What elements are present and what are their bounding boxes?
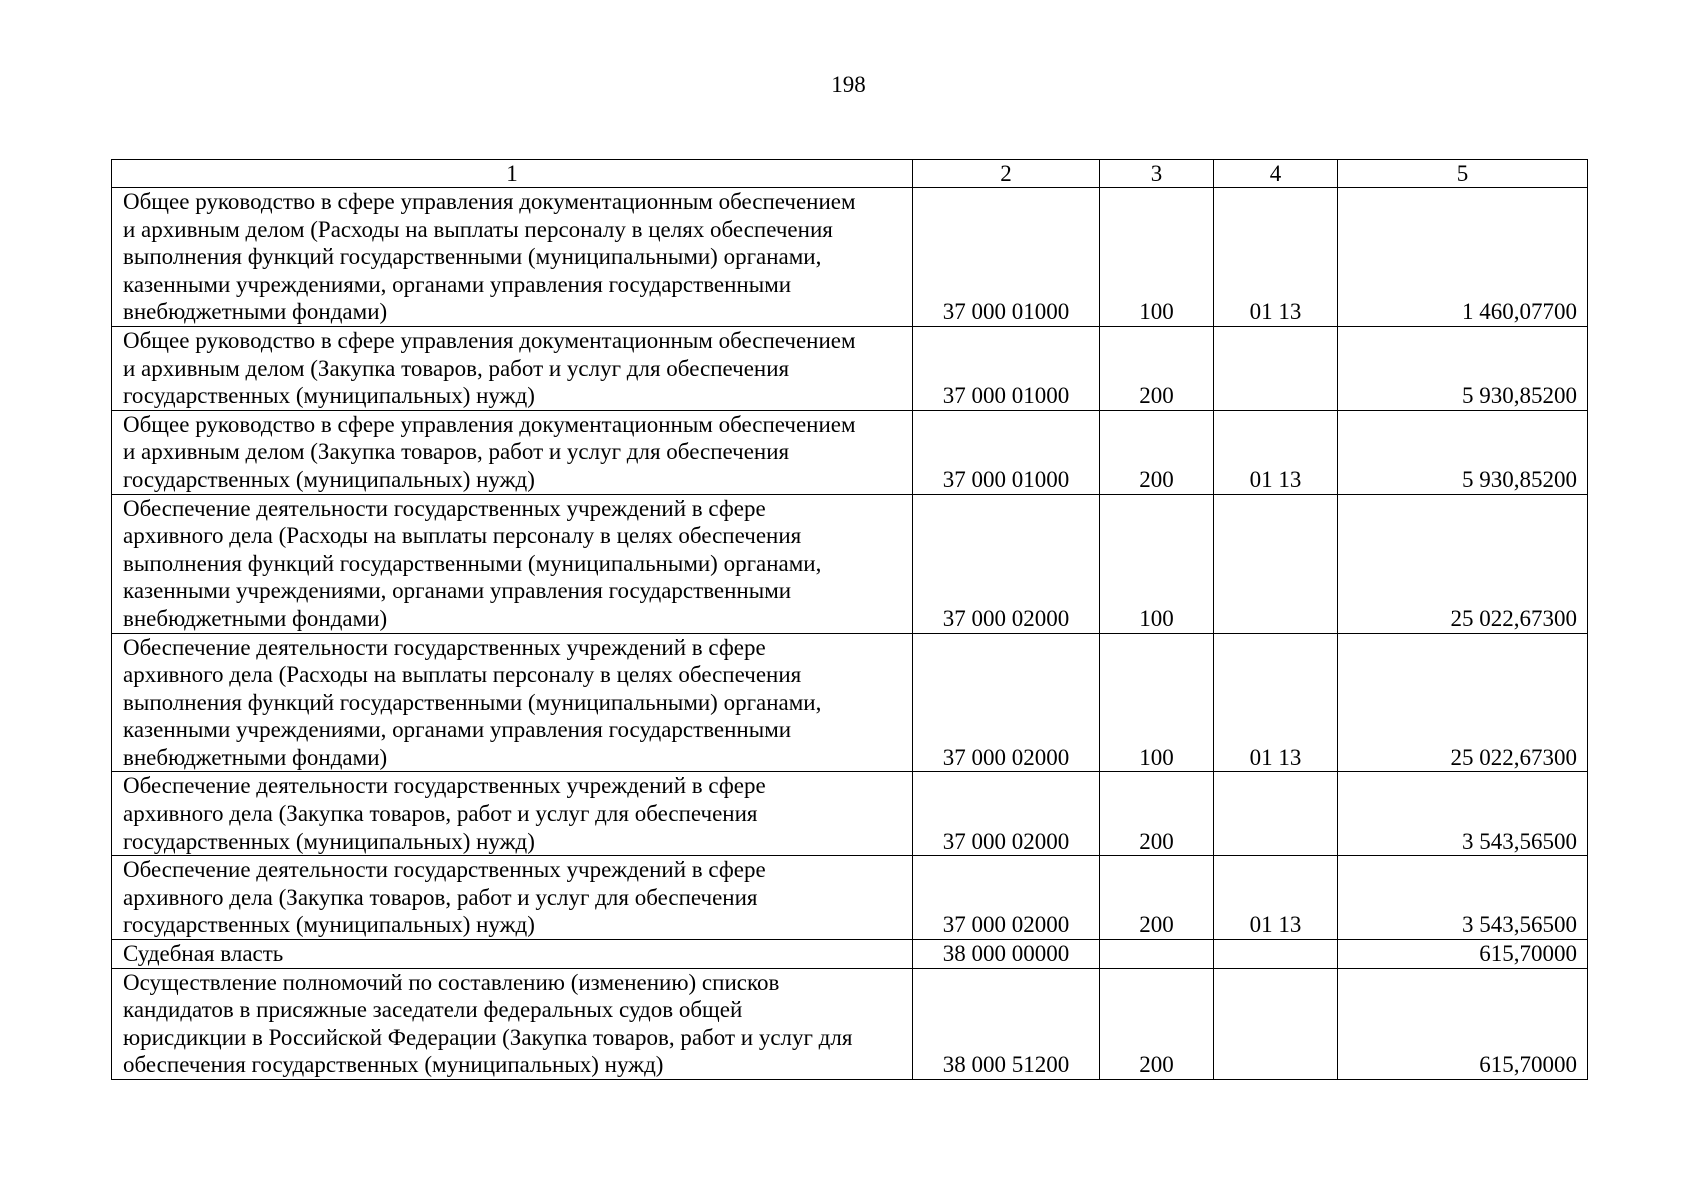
expense-name-line: государственных (муниципальных) нужд) <box>123 912 535 938</box>
target-article-code-cell: 37 000 02000 <box>913 772 1100 856</box>
table-row <box>112 968 1588 1079</box>
table-body <box>112 188 1588 1080</box>
section-subsection-cell <box>1214 968 1338 1079</box>
expense-name-cell <box>112 633 913 772</box>
target-article-code-cell: 37 000 02000 <box>913 494 1100 633</box>
column-header-4: 4 <box>1214 160 1338 188</box>
expense-name-line: и архивным делом (Закупка товаров, работ и услуг для обеспечения <box>123 439 790 465</box>
expense-name-line: Обеспечение деятельности государственных учреждений в сфере <box>123 495 766 521</box>
amount-cell: 1 460,07700 <box>1338 188 1588 327</box>
amount-cell: 25 022,67300 <box>1338 494 1588 633</box>
expense-name-cell <box>112 410 913 494</box>
expense-name-cell <box>112 188 913 327</box>
target-article-code-cell: 37 000 02000 <box>913 633 1100 772</box>
table-row <box>112 856 1588 940</box>
expense-name-line: государственных (муниципальных) нужд) <box>123 466 535 492</box>
expense-name-line: Общее руководство в сфере управления документационным обеспечением <box>123 327 856 353</box>
target-article-code-cell: 38 000 51200 <box>913 968 1100 1079</box>
expense-name-line: Общее руководство в сфере управления документационным обеспечением <box>123 411 856 437</box>
expense-type-cell: 200 <box>1100 410 1214 494</box>
amount-cell: 615,70000 <box>1338 940 1588 969</box>
table-row <box>112 494 1588 633</box>
expense-name-line: казенными учреждениями, органами управления государственными <box>123 578 792 604</box>
expense-name-cell <box>112 968 913 1079</box>
section-subsection-cell <box>1214 494 1338 633</box>
expense-name-cell <box>112 494 913 633</box>
target-article-code-cell: 37 000 01000 <box>913 410 1100 494</box>
expense-type-cell: 200 <box>1100 326 1214 410</box>
expense-name-line: обеспечения государственных (муниципальных) нужд) <box>123 1052 664 1078</box>
expense-name-line: юрисдикции в Российской Федерации (Закупка товаров, работ и услуг для <box>123 1024 853 1050</box>
column-header-3: 3 <box>1100 160 1214 188</box>
table-row <box>112 633 1588 772</box>
expense-name-line: Обеспечение деятельности государственных учреждений в сфере <box>123 773 766 799</box>
table-row <box>112 410 1588 494</box>
expense-name-line: государственных (муниципальных) нужд) <box>123 828 535 854</box>
expense-name-line: внебюджетными фондами) <box>123 605 388 631</box>
target-article-code-cell: 38 000 00000 <box>913 940 1100 969</box>
expense-name-cell <box>112 326 913 410</box>
expense-name-line: Осуществление полномочий по составлению (изменению) списков <box>123 969 780 995</box>
expense-type-cell: 100 <box>1100 633 1214 772</box>
expense-name-line: казенными учреждениями, органами управления государственными <box>123 717 792 743</box>
expense-name-line: Обеспечение деятельности государственных учреждений в сфере <box>123 634 766 660</box>
expense-name-line: Общее руководство в сфере управления документационным обеспечением <box>123 189 856 214</box>
expense-type-cell <box>1100 940 1214 969</box>
target-article-code-cell: 37 000 01000 <box>913 188 1100 327</box>
expense-type-cell: 200 <box>1100 772 1214 856</box>
table-row <box>112 772 1588 856</box>
expense-name-line: архивного дела (Расходы на выплаты персоналу в целях обеспечения <box>123 523 802 549</box>
column-header-5: 5 <box>1338 160 1588 188</box>
expense-name-line: и архивным делом (Расходы на выплаты персоналу в целях обеспечения <box>123 216 833 242</box>
amount-cell: 3 543,56500 <box>1338 856 1588 940</box>
amount-cell: 25 022,67300 <box>1338 633 1588 772</box>
expense-name-line: выполнения функций государственными (муниципальными) органами, <box>123 550 822 576</box>
section-subsection-cell: 01 13 <box>1214 410 1338 494</box>
section-subsection-cell <box>1214 772 1338 856</box>
expense-name-line: архивного дела (Закупка товаров, работ и услуг для обеспечения <box>123 801 758 827</box>
section-subsection-cell: 01 13 <box>1214 188 1338 327</box>
expense-name-line: архивного дела (Расходы на выплаты персоналу в целях обеспечения <box>123 662 802 688</box>
expense-name-line: и архивным делом (Закупка товаров, работ и услуг для обеспечения <box>123 355 790 381</box>
target-article-code-cell: 37 000 01000 <box>913 326 1100 410</box>
section-subsection-cell: 01 13 <box>1214 633 1338 772</box>
expense-name-cell <box>112 856 913 940</box>
expense-name-line: архивного дела (Закупка товаров, работ и услуг для обеспечения <box>123 884 758 910</box>
expense-name-line: Обеспечение деятельности государственных учреждений в сфере <box>123 857 766 883</box>
column-header-1: 1 <box>112 160 913 188</box>
expense-name-line: государственных (муниципальных) нужд) <box>123 383 535 409</box>
budget-table <box>111 159 1588 1080</box>
table-row <box>112 940 1588 969</box>
column-header-2: 2 <box>913 160 1100 188</box>
page-number: 198 <box>831 72 866 97</box>
expense-name-line: кандидатов в присяжные заседатели федеральных судов общей <box>123 997 743 1023</box>
expense-type-cell: 100 <box>1100 494 1214 633</box>
section-subsection-cell <box>1214 940 1338 969</box>
expense-name-line: выполнения функций государственными (муниципальными) органами, <box>123 689 822 715</box>
amount-cell: 615,70000 <box>1338 968 1588 1079</box>
expense-name-line: Судебная власть <box>123 941 284 967</box>
expense-type-cell: 200 <box>1100 968 1214 1079</box>
expense-type-cell: 100 <box>1100 188 1214 327</box>
section-subsection-cell: 01 13 <box>1214 856 1338 940</box>
expense-type-cell: 200 <box>1100 856 1214 940</box>
expense-name-line: внебюджетными фондами) <box>123 744 388 770</box>
section-subsection-cell <box>1214 326 1338 410</box>
expense-name-cell <box>112 772 913 856</box>
target-article-code-cell: 37 000 02000 <box>913 856 1100 940</box>
table-row <box>112 326 1588 410</box>
amount-cell: 5 930,85200 <box>1338 326 1588 410</box>
expense-name-line: казенными учреждениями, органами управления государственными <box>123 271 792 297</box>
amount-cell: 3 543,56500 <box>1338 772 1588 856</box>
expense-name-line: выполнения функций государственными (муниципальными) органами, <box>123 244 822 270</box>
amount-cell: 5 930,85200 <box>1338 410 1588 494</box>
expense-name-cell <box>112 940 913 969</box>
table-header-row <box>112 160 1588 188</box>
table-row <box>112 188 1588 327</box>
expense-name-line: внебюджетными фондами) <box>123 299 388 325</box>
